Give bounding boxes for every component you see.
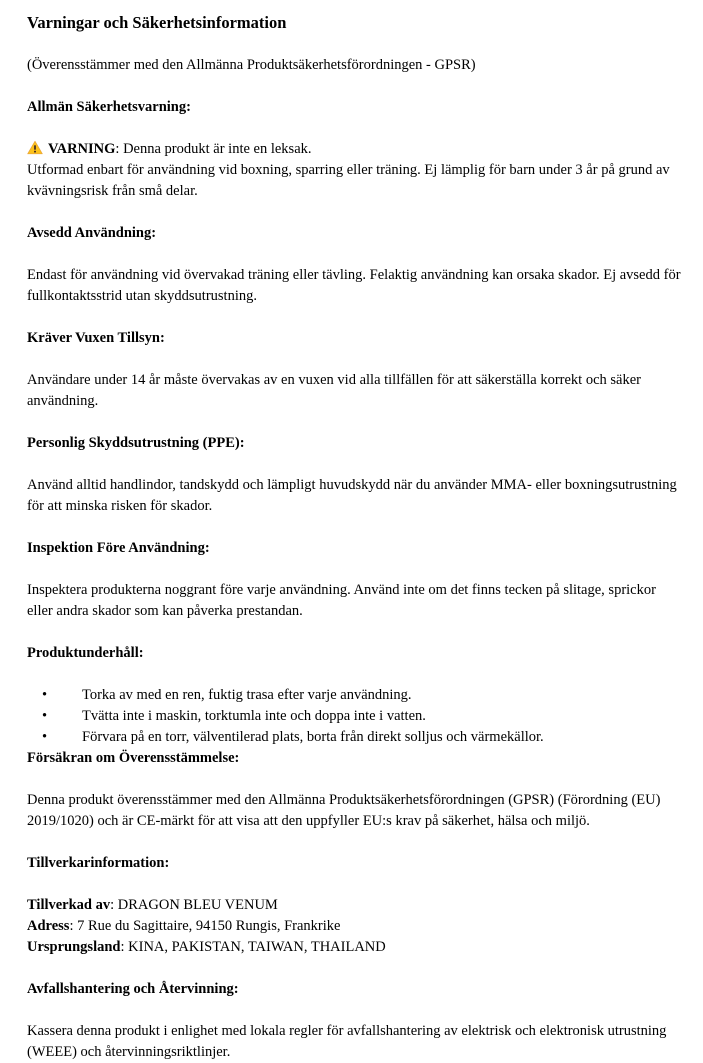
address-field-value: : 7 Rue du Sagittaire, 94150 Rungis, Frankrike	[69, 918, 341, 934]
origin-field-value: : KINA, PAKISTAN, TAIWAN, THAILAND	[120, 939, 386, 955]
heading-maintenance: Produktunderhåll:	[27, 645, 144, 661]
heading-waste: Avfallshantering och Återvinning:	[27, 981, 239, 997]
origin-line	[27, 937, 683, 958]
heading-manufacturer: Tillverkarinformation:	[27, 855, 170, 871]
manufacturer-field-label: Tillverkad av	[27, 897, 111, 913]
adult-supervision-body: Användare under 14 år måste övervakas av en vuxen vid alla tillfällen för att säkerställa korrekt och säker användning.	[27, 372, 641, 409]
heading-adult-supervision: Kräver Vuxen Tillsyn:	[27, 330, 165, 346]
address-field-label: Adress	[27, 918, 70, 934]
conformity-body: Denna produkt överensstämmer med den Allmänna Produktsäkerhetsförordningen (GPSR) (Förordning (EU) 2019/1020) och är CE-märkt för att visa att den uppfyller EU:s krav på säkerhet, hälsa och miljö.	[27, 792, 661, 829]
warning-line	[27, 139, 683, 160]
list-item: • Tvätta inte i maskin, torktumla inte och doppa inte i vatten.	[42, 706, 683, 727]
manufacturer-info	[27, 895, 683, 958]
heading-intended-use: Avsedd Användning:	[27, 225, 157, 241]
general-warning-body: Utformad enbart för användning vid boxning, sparring eller träning. Ej lämplig för barn under 3 år på grund av kvävningsrisk från små delar.	[27, 162, 670, 199]
waste-body: Kassera denna produkt i enlighet med lokala regler för avfallshantering av elektrisk och elektronisk utrustning (WEEE) och återvinningsriktlinjer.	[27, 1023, 667, 1060]
inspection-body: Inspektera produkterna noggrant före varje användning. Använd inte om det finns tecken på slitage, sprickor eller andra skador som kan påverka prestandan.	[27, 582, 656, 619]
maintenance-bullet-list	[27, 685, 683, 748]
heading-general-warning: Allmän Säkerhetsvarning:	[27, 99, 191, 115]
list-item: • Förvara på en torr, välventilerad plats, borta från direkt solljus och värmekällor.	[42, 727, 683, 748]
page-title: Varningar och Säkerhetsinformation	[27, 13, 287, 32]
warning-text: : Denna produkt är inte en leksak.	[115, 141, 312, 157]
compliance-note: (Överensstämmer med den Allmänna Produktsäkerhetsförordningen - GPSR)	[27, 57, 476, 73]
general-warning-paragraph	[27, 139, 683, 202]
list-item: • Torka av med en ren, fuktig trasa efter varje användning.	[42, 685, 683, 706]
address-line	[27, 916, 683, 937]
heading-conformity: Försäkran om Överensstämmelse:	[27, 750, 240, 766]
origin-field-label: Ursprungsland	[27, 939, 121, 955]
warning-label: VARNING	[48, 141, 116, 157]
manufacturer-field-value: : DRAGON BLEU VENUM	[110, 897, 278, 913]
heading-inspection: Inspektion Före Användning:	[27, 540, 210, 556]
heading-ppe: Personlig Skyddsutrustning (PPE):	[27, 435, 245, 451]
ppe-body: Använd alltid handlindor, tandskydd och lämpligt huvudskydd när du använder MMA- eller boxningsutrustning för att minska risken för skador.	[27, 477, 677, 514]
intended-use-body: Endast för användning vid övervakad träning eller tävling. Felaktig användning kan orsaka skador. Ej avsedd för fullkontaktsstrid utan skyddsutrustning.	[27, 267, 681, 304]
warning-icon	[27, 140, 43, 155]
manufacturer-line	[27, 895, 683, 916]
